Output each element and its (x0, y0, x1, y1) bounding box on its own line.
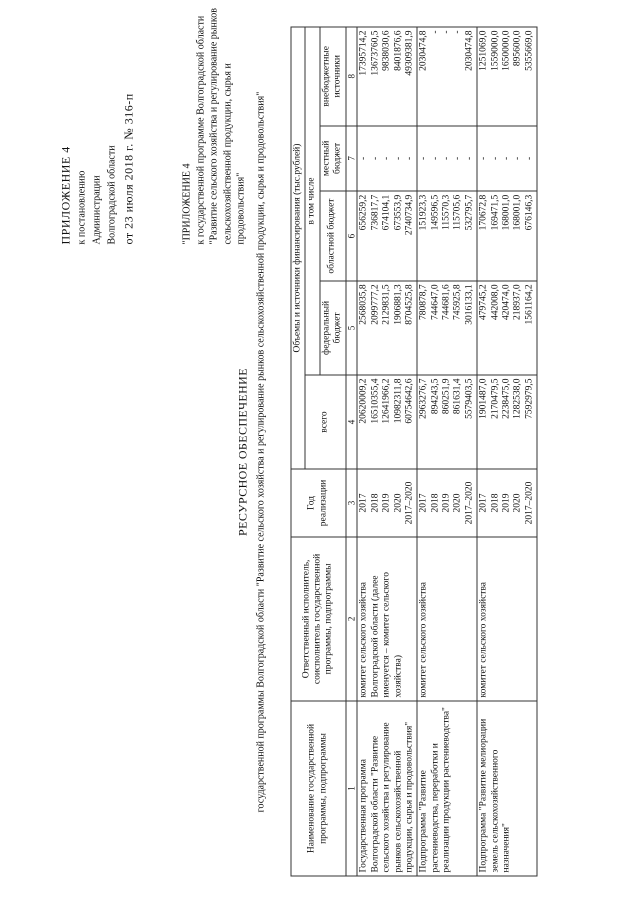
extrabudget-cell: 17395714,2 13673760,5 9838030,6 8401876,6 49309381,9 (357, 27, 417, 126)
program-name: Подпрограмма "Развитие мелиорации земель сельскохозяйственного назначения" (477, 701, 537, 876)
header-name: Наименование государственной программы, подпрограммы (291, 701, 346, 876)
years-cell: 2017 2018 2019 2020 2017–2020 (477, 469, 537, 537)
program-name: Подпрограмма "Развитие растениеводства, переработки и реализации продукции растениеводства" (417, 701, 477, 876)
header-executor: Ответственный исполнитель, соисполнитель государственной программы, подпрограммы (291, 537, 346, 701)
appendix-label: ПРИЛОЖЕНИЕ 4 (58, 146, 73, 245)
program-executor: комитет сельского хозяйства Волгоградской области (далее именуется – комитет сельского хозяйства) (357, 537, 417, 701)
extrabudget-cell: 2030474,8 - - - 2030474,8 (417, 27, 477, 126)
table-row (357, 27, 417, 876)
decree-line-2: Администрации (91, 175, 103, 245)
decree-line-3: Волгоградской области (106, 145, 118, 245)
extrabudget-cell: 1251069,0 1559000,0 1650000,0 895600,0 5355669,0 (477, 27, 537, 126)
federal-cell: 780878,7 744647,0 744681,6 745925,8 3016133,1 (417, 281, 477, 375)
index-cell: 6 (346, 191, 358, 281)
inner-appendix-label: "ПРИЛОЖЕНИЕ 4 (181, 163, 193, 245)
decree-line-1: к постановлению (76, 170, 88, 245)
header-regional: областной бюджет (320, 191, 346, 281)
years-cell: 2017 2018 2019 2020 2017–2020 (357, 469, 417, 537)
total-cell: 20620009,2 16510355,4 12641966,2 10982311,8 60754642,6 (357, 375, 417, 469)
federal-cell: 479745,2 442008,0 420474,0 218937,0 1561164,2 (477, 281, 537, 375)
header-year: Год реализации (291, 469, 346, 537)
local-cell: - - - - - (417, 126, 477, 192)
header-extrabudget: внебюджетные источники (320, 27, 346, 126)
header-total: всего (305, 375, 345, 469)
local-cell: - - - - - (477, 126, 537, 192)
appendix-header (57, 5, 138, 245)
local-cell: - - - - - (357, 126, 417, 192)
index-cell: 2 (346, 537, 358, 701)
index-cell: 4 (346, 375, 358, 469)
regional-cell: 151923,3 149596,5 115570,3 115705,6 532795,7 (417, 191, 477, 281)
index-cell: 3 (346, 469, 358, 537)
decree-date: от 23 июля 2018 г. № 316-п (121, 93, 136, 245)
index-cell: 7 (346, 126, 358, 192)
header-local: местный бюджет (320, 126, 346, 192)
index-cell: 8 (346, 27, 358, 126)
header-federal: федеральный бюджет (320, 281, 346, 375)
program-name: Государственная программа Волгоградской области "Развитие сельского хозяйства и регулирование рынков сельскохозяйственной продукции, сырья и продовольствия" (357, 701, 417, 876)
total-cell: 1901487,0 2170479,5 2238475,0 1282538,0 7592979,5 (477, 375, 537, 469)
index-cell: 5 (346, 281, 358, 375)
title-main: РЕСУРСНОЕ ОБЕСПЕЧЕНИЕ (235, 368, 250, 536)
rotated-document-page (1, 0, 640, 905)
inner-appendix-text: к государственной программе Волгоградской области "Развитие сельского хозяйства и регулирование рынков сельскохозяйственной продукции, сырья и продовольствия" (195, 8, 247, 245)
total-cell: 2963276,7 894243,5 860251,9 861631,4 5579403,5 (417, 375, 477, 469)
resource-table (291, 27, 538, 877)
document-title (236, 0, 268, 905)
years-cell: 2017 2018 2019 2020 2017–2020 (417, 469, 477, 537)
federal-cell: 2568035,8 2099777,2 2129831,5 1906881,3 8704525,8 (357, 281, 417, 375)
header-volumes: Объемы и источники финансирования (тыс.рублей) (291, 27, 305, 469)
program-executor: комитет сельского хозяйства (477, 537, 537, 701)
header-including: в том числе (305, 27, 319, 375)
regional-cell: 170672,8 169471,5 168001,0 168001,0 676146,3 (477, 191, 537, 281)
table-row (477, 27, 537, 876)
regional-cell: 656259,2 736817,7 674104,1 673553,9 2740734,9 (357, 191, 417, 281)
title-sub: государственной программы Волгоградской области "Развитие сельского хозяйства и регулирование рынков сельскохозяйственной продукции, сырья и продовольствия" (255, 91, 267, 813)
table-row (417, 27, 477, 876)
program-executor: комитет сельского хозяйства (417, 537, 477, 701)
index-cell: 1 (346, 701, 358, 876)
